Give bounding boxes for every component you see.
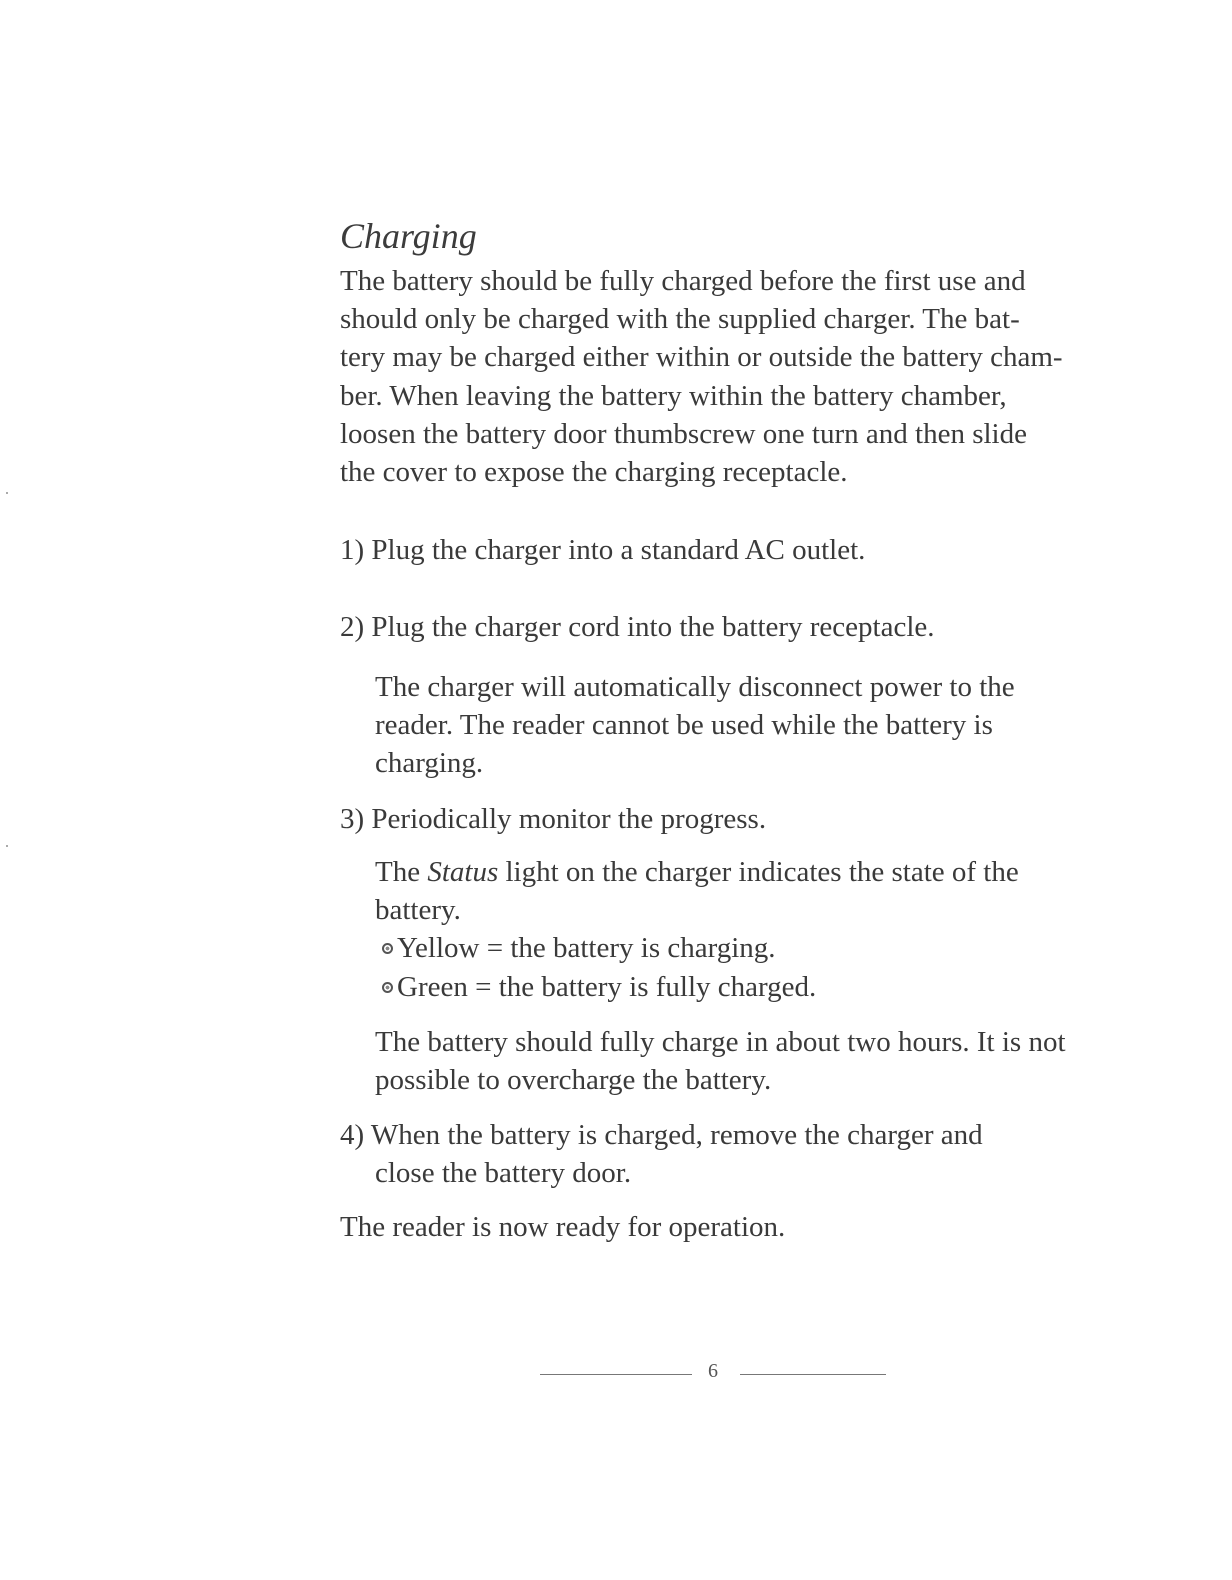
- step-text: Plug the charger into a standard AC outlet.: [371, 534, 866, 566]
- intro-line: ber. When leaving the battery within the battery chamber,: [340, 379, 1007, 412]
- footer-rule-right: [740, 1374, 886, 1375]
- scan-speck: [6, 492, 8, 494]
- note-line: The battery should fully charge in about two hours. It is not: [375, 1026, 1066, 1058]
- footer-rule-left: [540, 1374, 692, 1375]
- closing-line: The reader is now ready for operation.: [340, 1211, 786, 1243]
- intro-line: The battery should be fully charged before the first use and: [340, 265, 1026, 297]
- step-4: [340, 1116, 983, 1154]
- charge-time-note: [375, 1023, 1066, 1099]
- bullet-text: Yellow = the battery is charging.: [397, 932, 776, 965]
- section-heading: Charging: [340, 216, 477, 256]
- bullet-text: Green = the battery is fully charged.: [397, 970, 817, 1003]
- note-line: The charger will automatically disconnect power to the: [375, 671, 1015, 703]
- note-line: possible to overcharge the battery.: [375, 1064, 772, 1097]
- note-line: charging.: [375, 747, 484, 780]
- step-4-continued: [375, 1154, 631, 1192]
- note-suffix: light on the charger indicates the state of the: [498, 856, 1019, 888]
- intro-line: loosen the battery door thumbscrew one turn and then slide: [340, 417, 1027, 450]
- intro-line: should only be charged with the supplied charger. The bat-: [340, 303, 1020, 336]
- note-line: reader. The reader cannot be used while the battery is: [375, 709, 993, 742]
- scan-speck: [6, 845, 8, 847]
- page-footer: [540, 1358, 890, 1388]
- step-text: Plug the charger cord into the battery receptacle.: [371, 611, 935, 643]
- step-number: 2): [340, 611, 365, 643]
- intro-line: tery may be charged either within or outside the battery cham-: [340, 341, 1063, 374]
- step-3: [340, 800, 766, 838]
- step-number: 1): [340, 534, 365, 566]
- intro-paragraph: [340, 262, 1110, 491]
- step-text: close the battery door.: [375, 1157, 632, 1189]
- intro-line: the cover to expose the charging receptacle.: [340, 456, 848, 489]
- status-bullet-yellow: [382, 929, 1019, 967]
- step-text: When the battery is charged, remove the charger and: [370, 1119, 983, 1151]
- step-number: 4): [340, 1119, 365, 1151]
- step-3-note: [375, 853, 1019, 1006]
- note-line: battery.: [375, 894, 461, 927]
- step-1: [340, 531, 865, 569]
- page-number: 6: [708, 1360, 718, 1382]
- note-prefix: The: [375, 856, 428, 888]
- bullet-icon: [382, 982, 393, 993]
- status-term: Status: [427, 856, 499, 888]
- status-bullet-green: [382, 968, 1019, 1006]
- step-2-note: [375, 668, 1015, 783]
- step-text: Periodically monitor the progress.: [371, 803, 767, 835]
- note-line: [375, 853, 1019, 891]
- step-number: 3): [340, 803, 365, 835]
- bullet-icon: [382, 943, 393, 954]
- step-2: [340, 608, 935, 646]
